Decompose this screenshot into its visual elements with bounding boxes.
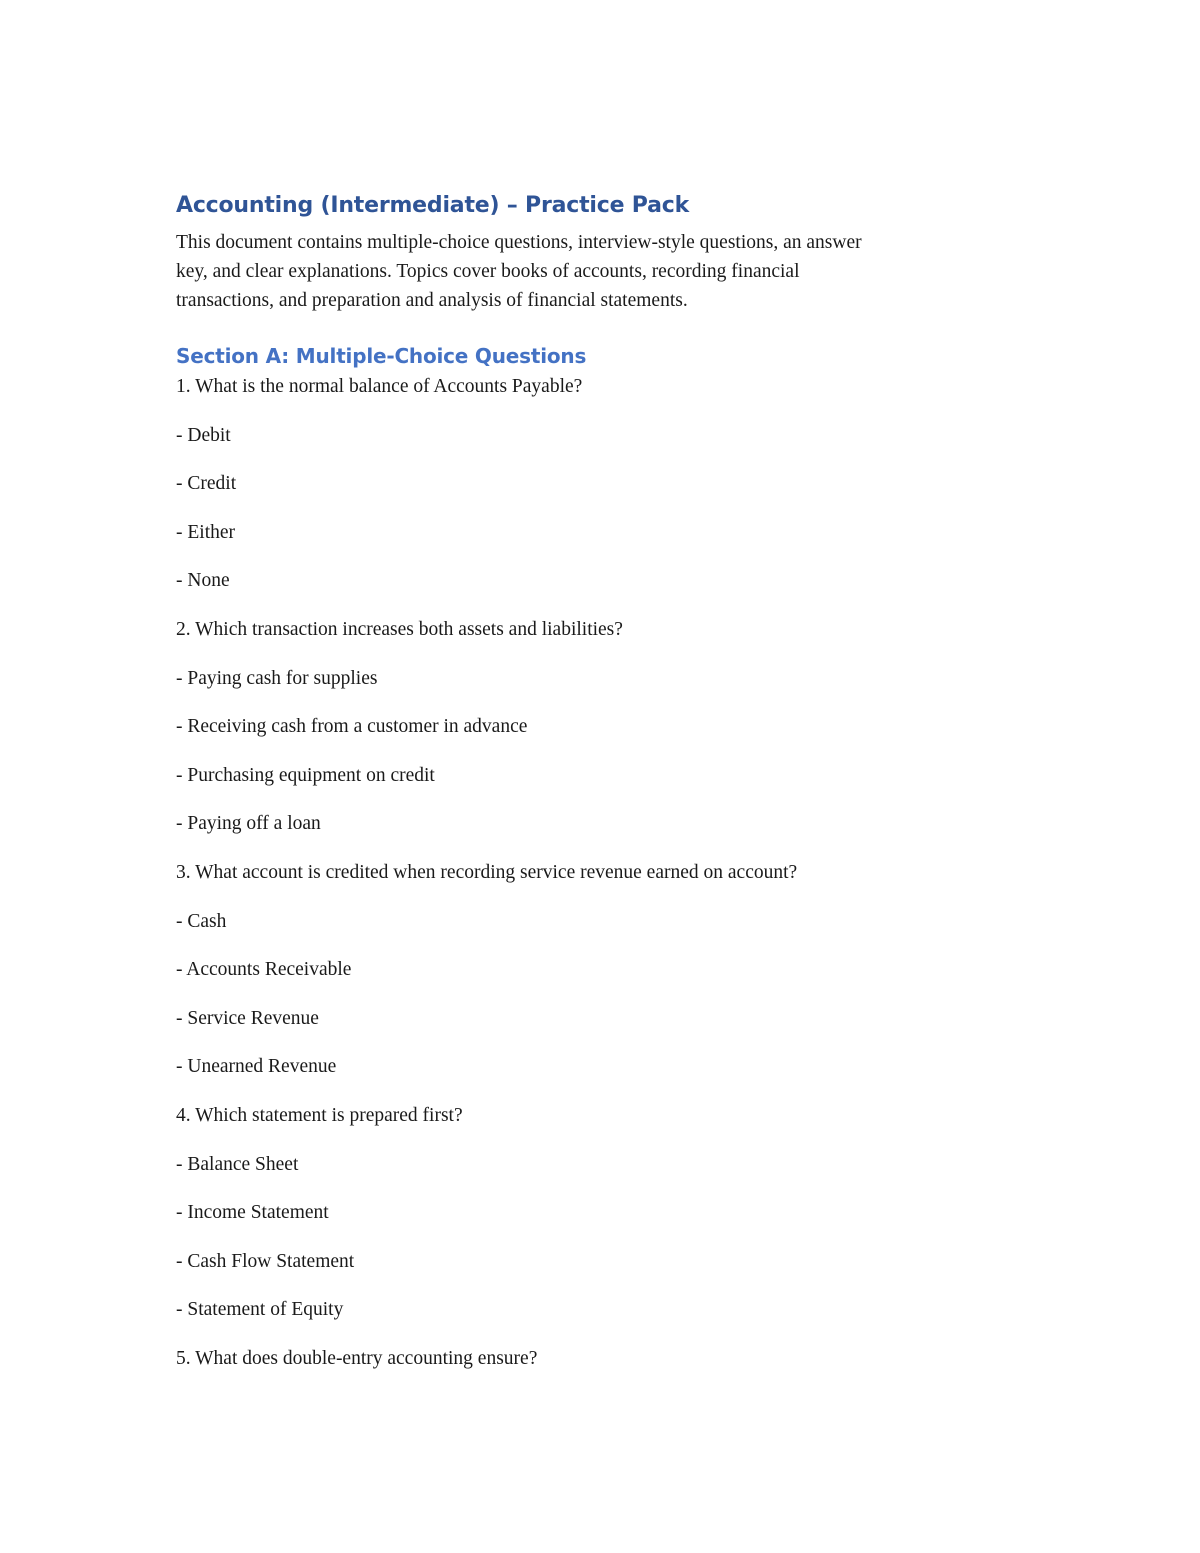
answer-option: - Balance Sheet [176, 1153, 299, 1175]
answer-option: - Paying cash for supplies [176, 667, 378, 689]
document-title: Accounting (Intermediate) – Practice Pack [176, 193, 690, 218]
answer-option: - Credit [176, 473, 237, 495]
document-content [176, 190, 1016, 1395]
answer-option: - Purchasing equipment on credit [176, 764, 435, 786]
question-text: 3. What account is credited when recording service revenue earned on account? [176, 861, 798, 883]
question-block [176, 375, 1016, 618]
answer-option: - Debit [176, 424, 231, 446]
answer-option: - Either [176, 521, 236, 543]
intro-line: key, and clear explanations. Topics cover books of accounts, recording financial [176, 261, 800, 282]
answer-option: - Unearned Revenue [176, 1056, 337, 1078]
question-text: 2. Which transaction increases both assets and liabilities? [176, 618, 623, 640]
section-a-title: Section A: Multiple-Choice Questions [176, 344, 587, 368]
question-text: 5. What does double-entry accounting ensure? [176, 1347, 538, 1369]
answer-option: - Paying off a loan [176, 813, 321, 835]
answer-option: - Service Revenue [176, 1007, 319, 1029]
answer-option: - Cash [176, 910, 227, 932]
answer-option: - Accounts Receivable [176, 959, 352, 981]
answer-option: - Statement of Equity [176, 1299, 344, 1321]
question-text: 1. What is the normal balance of Accounts Payable? [176, 376, 583, 397]
question-block [176, 1104, 1016, 1347]
question-list [176, 375, 1016, 1395]
intro-line: This document contains multiple-choice questions, interview-style questions, an answer [176, 232, 862, 253]
question-text: 4. Which statement is prepared first? [176, 1104, 463, 1126]
answer-option: - Receiving cash from a customer in advance [176, 716, 528, 738]
question-block [176, 618, 1016, 861]
question-block [176, 861, 1016, 1104]
intro-paragraph [176, 228, 1016, 315]
question-block [176, 1347, 1016, 1396]
answer-option: - None [176, 570, 230, 592]
answer-option: - Cash Flow Statement [176, 1250, 355, 1272]
intro-line: transactions, and preparation and analysis of financial statements. [176, 290, 688, 311]
answer-option: - Income Statement [176, 1202, 329, 1224]
